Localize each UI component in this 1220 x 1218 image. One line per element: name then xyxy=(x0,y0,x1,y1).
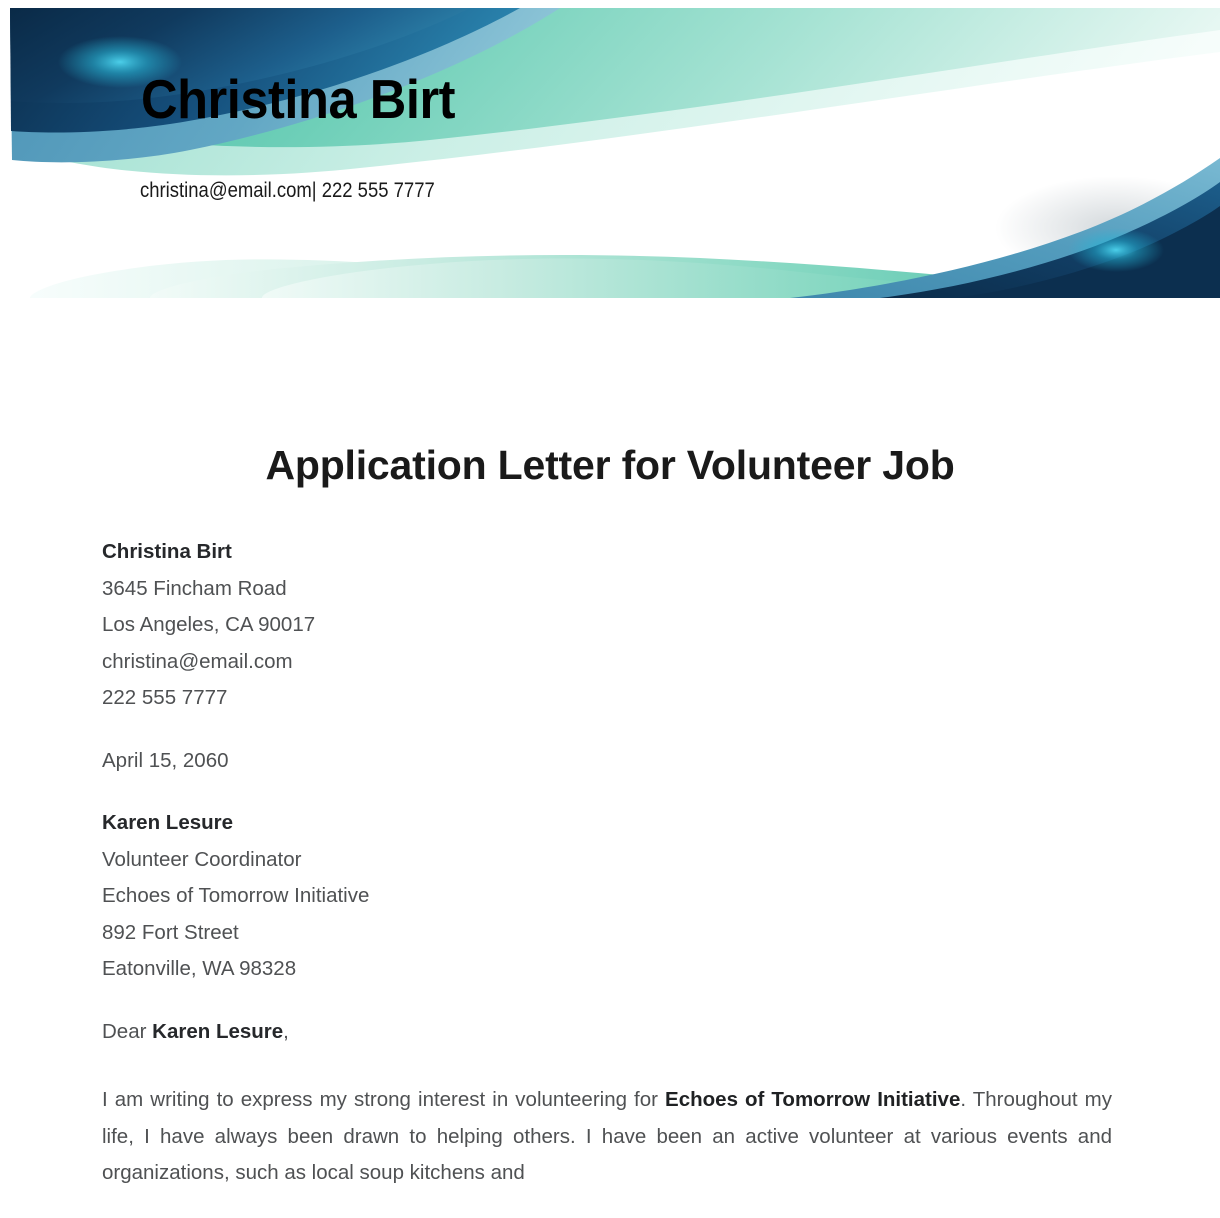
paragraph-1-bold-organization: Echoes of Tomorrow Initiative xyxy=(665,1088,961,1111)
letterhead-banner xyxy=(0,0,1220,300)
sender-name: Christina Birt xyxy=(102,540,232,563)
paragraph-1-text-part-2: . Throughout my life, I have always been drawn to helping others. I have been an active volunteer at various events and organizations, such as local soup kitchens and xyxy=(102,1088,1112,1184)
salutation xyxy=(102,1014,1112,1051)
salutation-greeting: Dear xyxy=(102,1019,153,1043)
recipient-city-state-zip: Eatonville, WA 98328 xyxy=(102,957,297,980)
recipient-name: Karen Lesure xyxy=(102,811,234,834)
cyan-glow-right xyxy=(1068,228,1164,272)
recipient-address-block xyxy=(102,805,1112,988)
recipient-job-title: Volunteer Coordinator xyxy=(102,847,302,871)
letterhead-contact: christina@email.com| 222 555 7777 xyxy=(140,179,435,202)
letterhead-name: Christina Birt xyxy=(141,68,456,130)
document-title: Application Letter for Volunteer Job xyxy=(265,442,955,489)
letter-date: April 15, 2060 xyxy=(102,748,229,772)
sender-street: 3645 Fincham Road xyxy=(102,576,287,600)
body-paragraph-1 xyxy=(102,1082,1112,1192)
letterhead-wave-graphic xyxy=(0,0,1220,300)
sender-email: christina@email.com xyxy=(102,649,293,673)
sender-address-block xyxy=(102,534,1112,717)
paragraph-1-text-part-1: I am writing to express my strong interest in volunteering for xyxy=(102,1088,666,1111)
sender-city-state-zip: Los Angeles, CA 90017 xyxy=(102,613,316,636)
salutation-name: Karen Lesure xyxy=(152,1019,284,1043)
salutation-punctuation: , xyxy=(283,1019,289,1043)
letter-body xyxy=(102,534,1112,1192)
sender-phone: 222 555 7777 xyxy=(102,686,228,709)
recipient-organization: Echoes of Tomorrow Initiative xyxy=(102,884,370,907)
recipient-street: 892 Fort Street xyxy=(102,920,239,944)
